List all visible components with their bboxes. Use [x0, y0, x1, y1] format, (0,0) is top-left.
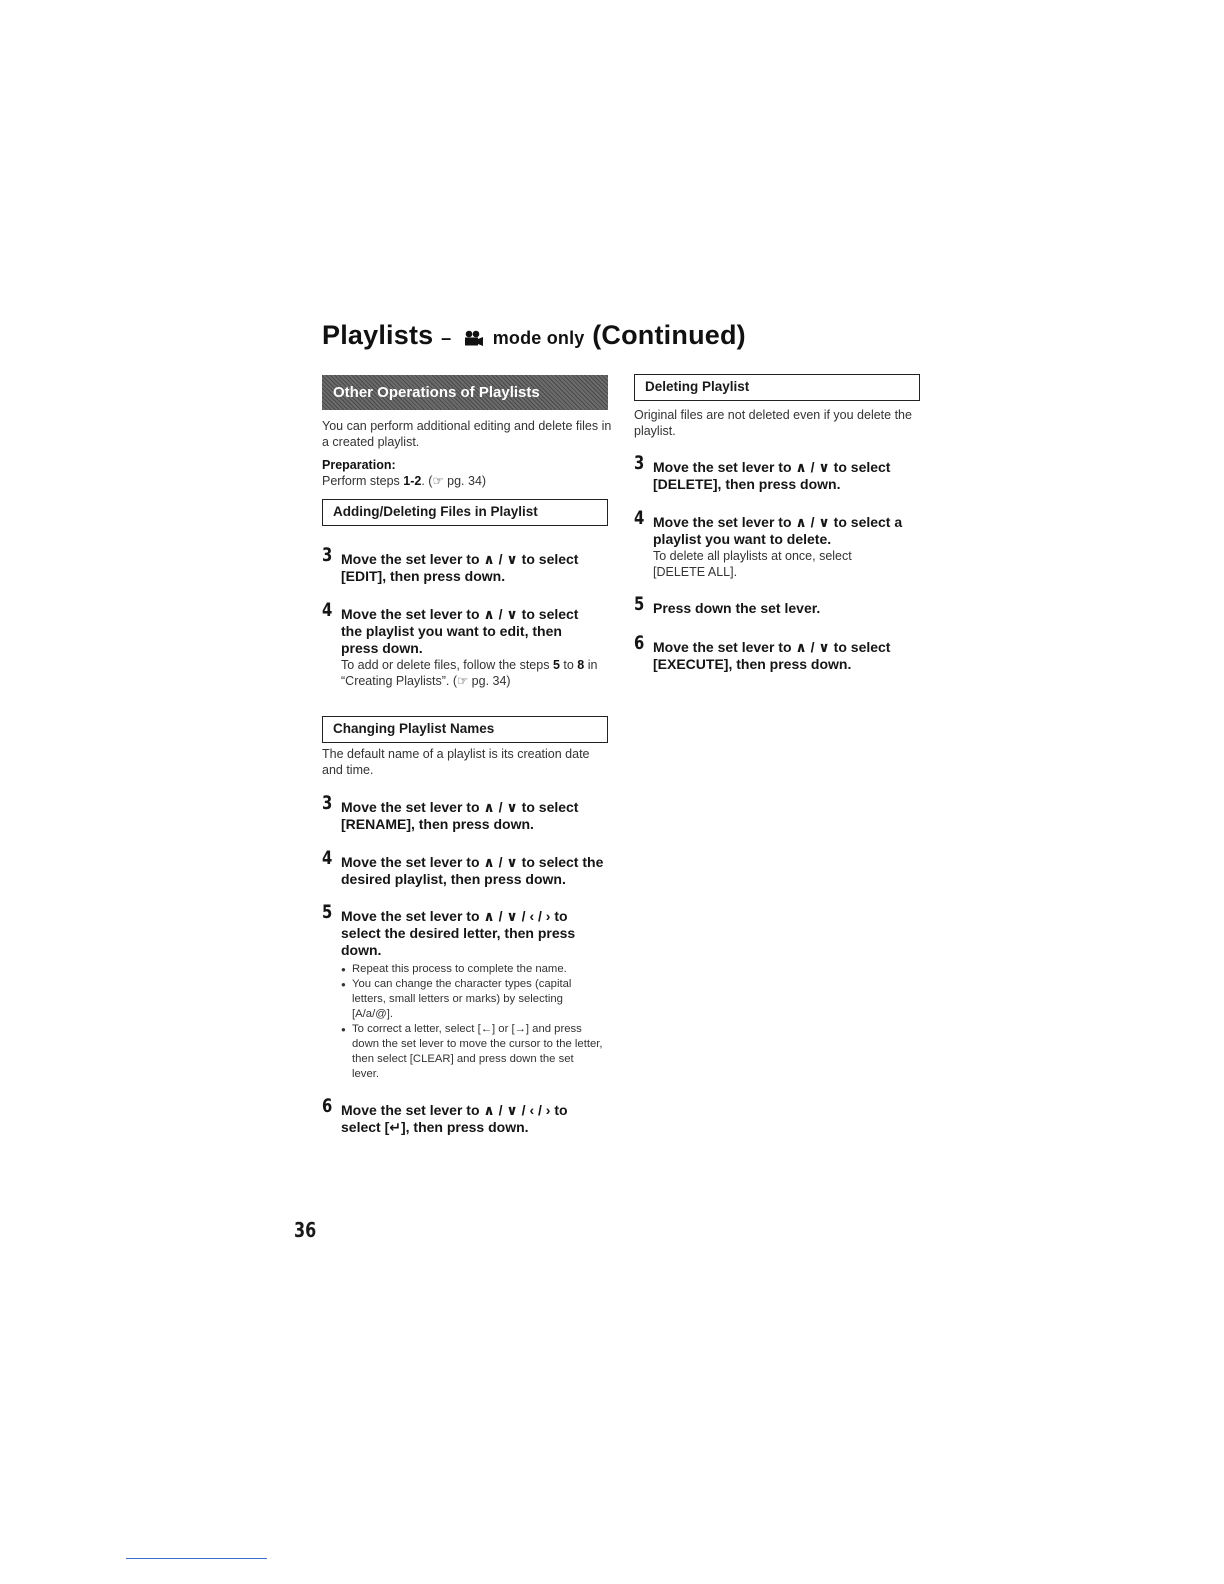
title-main: Playlists: [322, 320, 434, 350]
step-bullets: [341, 962, 603, 1082]
changing-heading: Changing Playlist Names: [322, 716, 608, 743]
changing-intro: The default name of a playlist is its creation date and time.: [322, 747, 590, 777]
step-note: [341, 657, 603, 689]
adding-step-3: [322, 544, 603, 585]
step-text: Move the set lever to ∧ / ∨ to select [RENAME], then press down.: [341, 799, 579, 832]
step-number: 3: [634, 452, 645, 474]
step-number: 4: [322, 847, 333, 869]
title-continued: (Continued): [592, 320, 746, 350]
bullet-item: ● To correct a letter, select [←] or [→] and press down the set lever to move the cursor to the letter, then select [CLEAR] and press down the set lever.: [341, 1022, 603, 1082]
changing-step-3: [322, 792, 603, 833]
preparation-text: [322, 473, 612, 489]
bullet-item: ● Repeat this process to complete the name.: [341, 962, 603, 977]
deleting-heading: Deleting Playlist: [634, 374, 920, 401]
step-text: Move the set lever to ∧ / ∨ to select the desired playlist, then press down.: [341, 854, 604, 887]
step-number: 3: [322, 792, 333, 814]
deleting-step-5: [634, 593, 915, 617]
adding-step-4: [322, 599, 603, 689]
note-step-5: 5: [552, 658, 560, 672]
step-number: 4: [322, 599, 333, 621]
note-step-8: 8: [577, 658, 585, 672]
step-text: Move the set lever to ∧ / ∨ to select the playlist you want to edit, then press down.: [341, 606, 579, 656]
deleting-intro: Original files are not deleted even if you delete the playlist.: [634, 408, 912, 438]
section-banner: Other Operations of Playlists: [322, 375, 608, 410]
step-number: 6: [634, 632, 645, 654]
changing-step-6: [322, 1095, 603, 1136]
step-note: To delete all playlists at once, select [DELETE ALL].: [653, 549, 852, 579]
title-dash: –: [441, 328, 452, 348]
deleting-step-6: [634, 632, 915, 673]
note-mid: to: [559, 658, 578, 672]
note-pre: To add or delete files, follow the steps: [341, 658, 553, 672]
section-intro: You can perform additional editing and delete files in a created playlist.: [322, 419, 612, 449]
footer-rule: [126, 1558, 267, 1559]
note-post: in “Creating Playlists”. (☞ pg. 34): [341, 658, 598, 688]
title-mode: mode only: [492, 328, 585, 348]
prep-text-post: . (☞ pg. 34): [421, 474, 487, 488]
page-title: [322, 320, 746, 353]
prep-text-pre: Perform steps: [322, 474, 404, 488]
movie-camera-icon: [463, 322, 483, 353]
step-text: Press down the set lever.: [653, 600, 821, 616]
step-number: 6: [322, 1095, 333, 1117]
step-number: 3: [322, 544, 333, 566]
step-number: 4: [634, 507, 645, 529]
deleting-step-3: [634, 452, 915, 493]
step-text: Move the set lever to ∧ / ∨ / ‹ / › to select [↵], then press down.: [341, 1102, 568, 1135]
preparation: [322, 457, 612, 489]
step-text: Move the set lever to ∧ / ∨ to select [EDIT], then press down.: [341, 551, 579, 584]
step-number: 5: [322, 901, 333, 923]
page-number: 36: [294, 1218, 317, 1242]
deleting-step-4: [634, 507, 925, 580]
bullet-item: ● You can change the character types (capital letters, small letters or marks) by selecting [A/a/@].: [341, 977, 603, 1022]
preparation-label: Preparation:: [322, 458, 396, 472]
step-text: Move the set lever to ∧ / ∨ to select a playlist you want to delete.: [653, 514, 903, 547]
step-text: Move the set lever to ∧ / ∨ / ‹ / › to select the desired letter, then press down.: [341, 908, 576, 958]
prep-steps: 1-2: [403, 474, 422, 488]
step-text: Move the set lever to ∧ / ∨ to select [DELETE], then press down.: [653, 459, 891, 492]
adding-heading: Adding/Deleting Files in Playlist: [322, 499, 608, 526]
step-number: 5: [634, 593, 645, 615]
changing-step-4: [322, 847, 613, 888]
changing-step-5: [322, 901, 603, 1082]
step-text: Move the set lever to ∧ / ∨ to select [EXECUTE], then press down.: [653, 639, 891, 672]
